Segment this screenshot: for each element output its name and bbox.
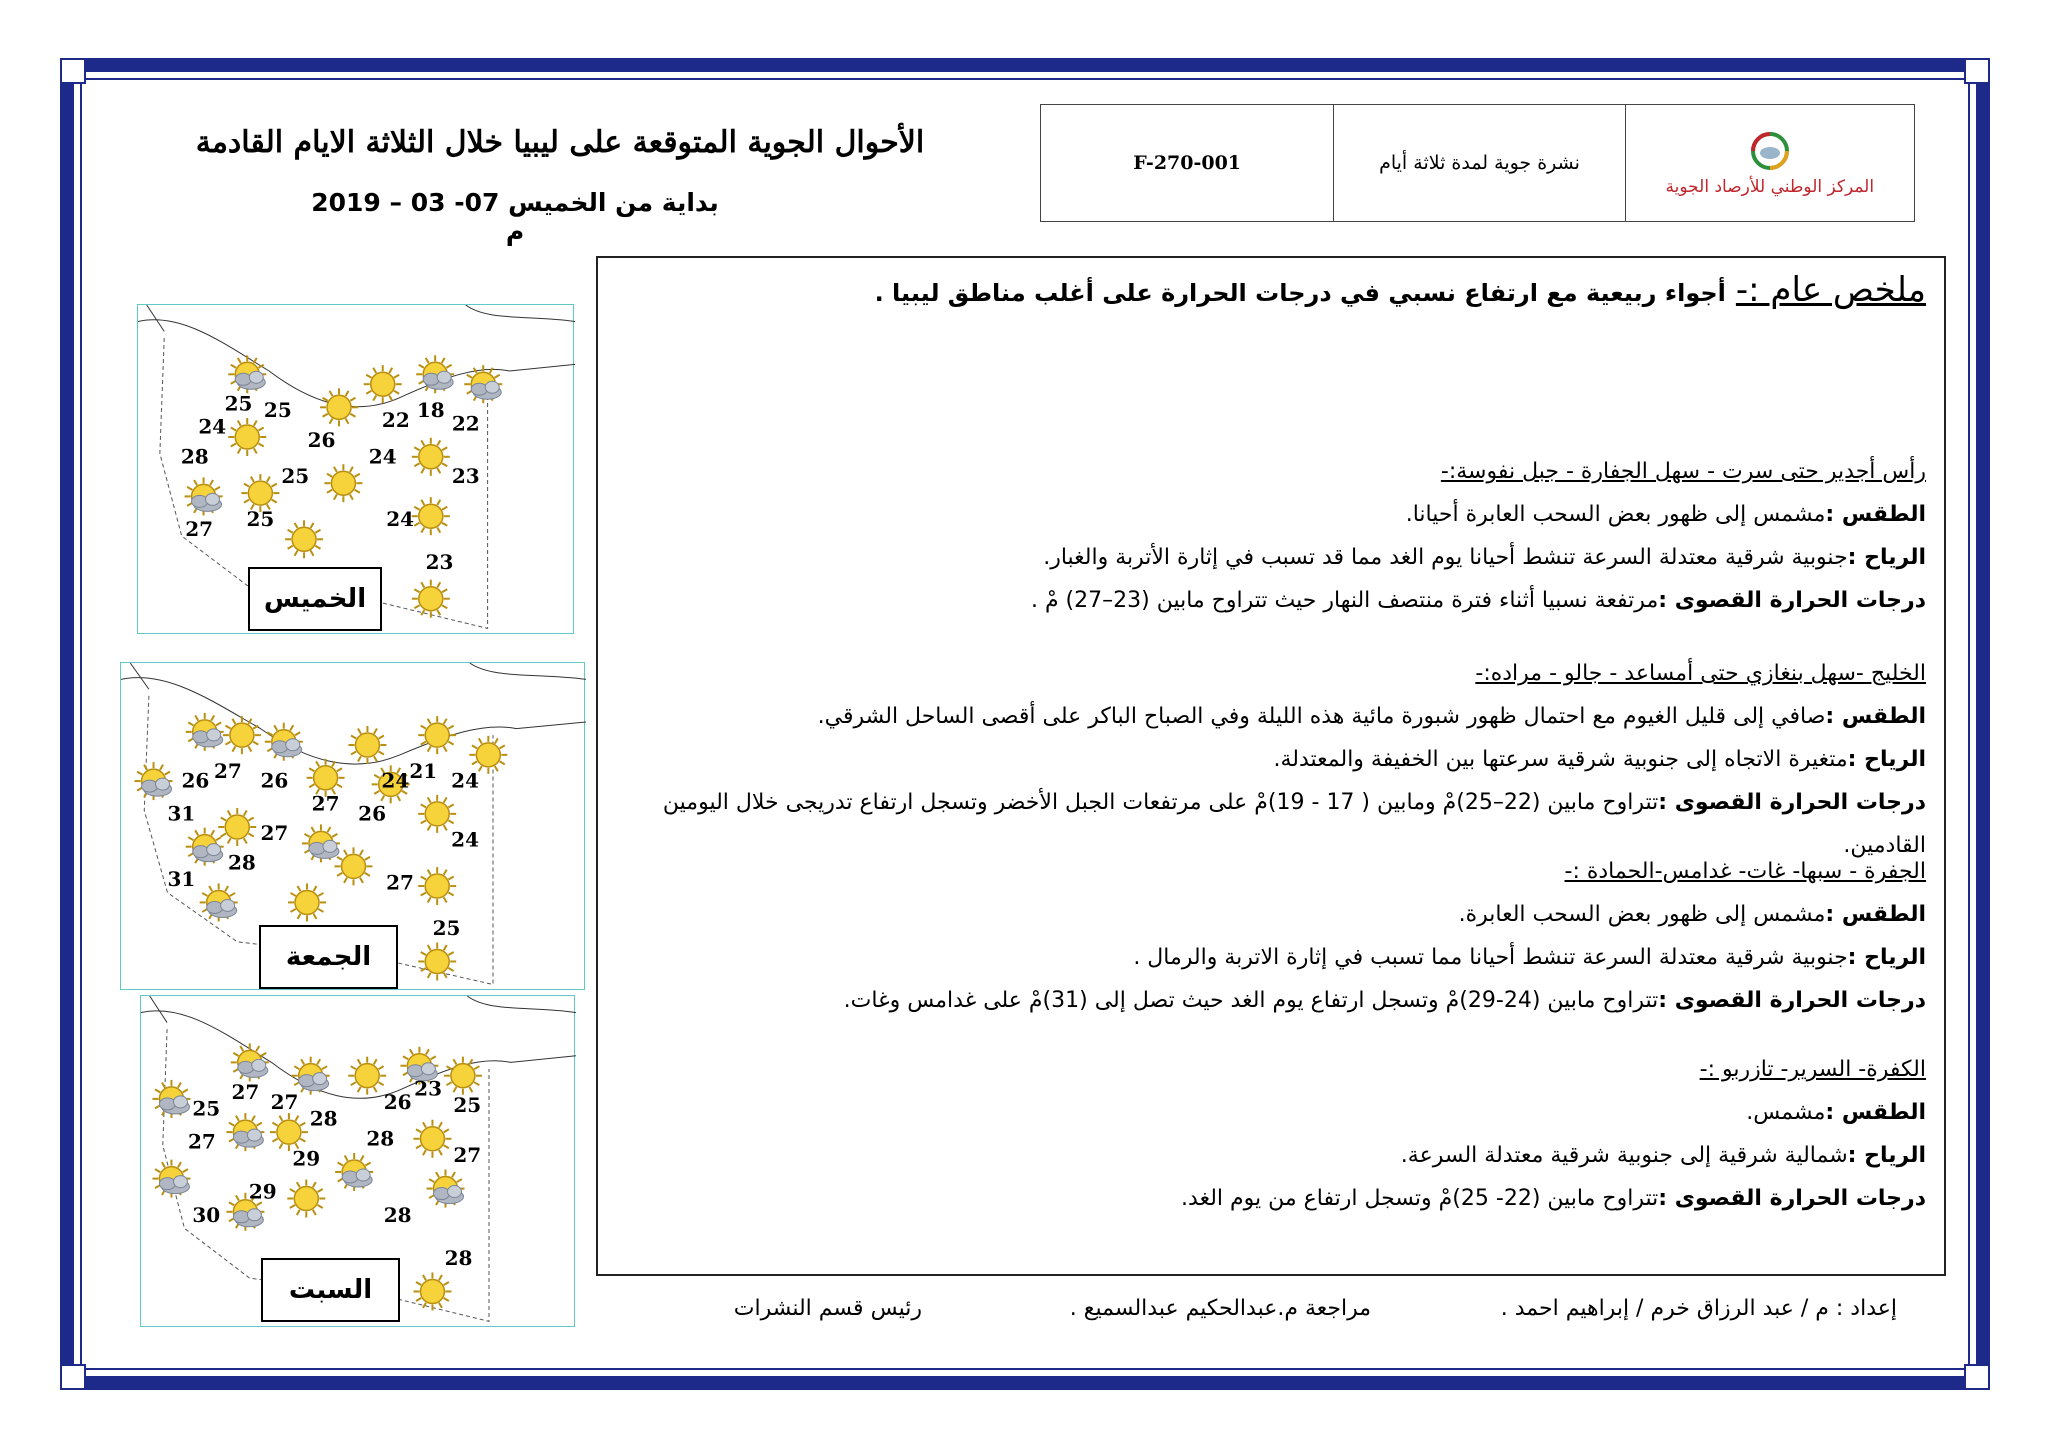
header-table xyxy=(1040,104,1915,222)
temperature-value: 23 xyxy=(451,464,480,489)
temperature-value: 31 xyxy=(167,801,196,826)
sunny-icon xyxy=(324,464,362,502)
temperature-value: 24 xyxy=(386,507,415,532)
temperature-value: 27 xyxy=(214,758,242,783)
temperature-value: 24 xyxy=(451,768,480,793)
sunny-icon xyxy=(335,847,373,885)
day-label: السبت xyxy=(261,1258,400,1322)
coastline xyxy=(121,678,586,764)
temperature-value: 27 xyxy=(231,1079,260,1104)
temperature-value: 24 xyxy=(368,444,397,469)
partly-cloudy-icon xyxy=(186,713,224,751)
temperature-value: 25 xyxy=(281,464,310,489)
temperature-value: 29 xyxy=(248,1179,277,1204)
sunny-icon xyxy=(288,883,326,921)
map-thursday xyxy=(137,304,574,634)
wind-line: الرياح :جنوبية شرقية معتدلة السرعة تنشط أحيانا يوم الغد مما قد تسبب في إثارة الأتربة والغبار. xyxy=(1043,545,1926,570)
temperature-value: 28 xyxy=(227,850,256,875)
sunny-icon xyxy=(418,867,456,905)
temperature-value: 27 xyxy=(270,1089,299,1114)
sunny-icon xyxy=(418,716,456,754)
temperature-value: 25 xyxy=(246,507,275,532)
temp-line: درجات الحرارة القصوى :تتراوح مابين (22- 25)مْ وتسجل ارتفاع من يوم الغد. xyxy=(1181,1186,1926,1211)
sunny-icon xyxy=(364,365,402,403)
temperature-value: 24 xyxy=(451,827,480,852)
partly-cloudy-icon xyxy=(152,1160,190,1198)
sunny-icon xyxy=(413,1120,451,1158)
partly-cloudy-icon xyxy=(135,762,173,800)
general-summary xyxy=(875,270,1926,310)
map-friday xyxy=(120,662,585,990)
department-head: رئيس قسم النشرات xyxy=(733,1296,922,1321)
form-code: F-270-001 xyxy=(1133,152,1242,174)
temp-line: درجات الحرارة القصوى :تتراوح مابين (22–25)مْ ومابين ( 17 - 19)مْ على مرتفعات الجبل الأخضر وتسجل ارتفاع تدريجى خلال اليومين القادمين. xyxy=(662,790,1926,858)
partly-cloudy-icon xyxy=(464,365,502,403)
temperature-value: 29 xyxy=(292,1146,321,1171)
weather-line: الطقس :مشمس إلى ظهور بعض السحب العابرة. xyxy=(1458,902,1926,927)
forecast-text-box xyxy=(596,256,1946,1276)
frame-corner xyxy=(1964,58,1990,84)
frame-corner xyxy=(60,1364,86,1390)
partly-cloudy-icon xyxy=(231,1043,269,1081)
temperature-value: 31 xyxy=(167,867,196,892)
temperature-value: 25 xyxy=(224,391,253,416)
nmc-logo-icon xyxy=(1740,129,1800,173)
temperature-value: 25 xyxy=(453,1093,482,1118)
sunny-icon xyxy=(412,580,450,618)
region-title: الخليج -سهل بنغازي حتى أمساعد - جالو - مراده:- xyxy=(1475,661,1926,686)
sunny-icon xyxy=(348,726,386,764)
partly-cloudy-icon xyxy=(226,1113,264,1151)
sunny-icon xyxy=(228,418,266,456)
coastline xyxy=(138,320,575,407)
region-title: الكفرة- السرير- تازربو :- xyxy=(1699,1057,1926,1082)
region-east xyxy=(626,652,1926,867)
sunny-icon xyxy=(223,716,261,754)
day-label: الخميس xyxy=(248,567,382,631)
temperature-value: 23 xyxy=(425,550,454,574)
temperature-value: 26 xyxy=(260,768,289,793)
map-saturday xyxy=(140,995,575,1327)
sunny-icon xyxy=(287,1180,325,1218)
temperature-value: 26 xyxy=(307,427,336,452)
partly-cloudy-icon xyxy=(265,723,303,761)
temperature-value: 24 xyxy=(198,414,227,439)
temperature-value: 27 xyxy=(187,1129,216,1154)
partly-cloudy-icon xyxy=(152,1080,190,1118)
temperature-value: 22 xyxy=(451,411,480,436)
temperature-value: 28 xyxy=(366,1126,395,1151)
page-title: الأحوال الجوية المتوقعة على ليبيا خلال الثلاثة الايام القادمة xyxy=(195,125,925,160)
reviewed-by: مراجعة م.عبدالحكيم عبدالسميع . xyxy=(1069,1296,1371,1321)
summary-label: ملخص عام :- xyxy=(1735,270,1926,310)
temperature-value: 18 xyxy=(416,398,445,423)
temperature-value: 23 xyxy=(414,1076,443,1101)
frame-corner xyxy=(1964,1364,1990,1390)
northern-shore xyxy=(147,305,575,331)
day-label: الجمعة xyxy=(259,925,398,989)
sunny-icon xyxy=(320,388,358,426)
temperature-value: 27 xyxy=(311,791,340,816)
temperature-value: 27 xyxy=(260,821,289,846)
region-central xyxy=(626,850,1926,1022)
temperature-value: 26 xyxy=(181,768,210,793)
temp-line: درجات الحرارة القصوى :تتراوح مابين (24-29)مْ وتسجل ارتفاع يوم الغد حيث تصل إلى (31)مْ على غدامس وغات. xyxy=(843,988,1926,1013)
temperature-value: 30 xyxy=(192,1202,221,1227)
temperature-value: 22 xyxy=(381,408,410,433)
region-west xyxy=(626,450,1926,622)
temperature-value: 28 xyxy=(383,1202,412,1227)
summary-text: أجواء ربيعية مع ارتفاع نسبي في درجات الحرارة على أغلب مناطق ليبيا . xyxy=(874,279,1726,307)
partly-cloudy-icon xyxy=(427,1170,465,1208)
prepared-by: إعداد : م / عبد الرزاق خرم / إبراهيم احمد . xyxy=(1500,1296,1897,1321)
frame-corner xyxy=(60,58,86,84)
temperature-value: 28 xyxy=(309,1106,338,1131)
temperature-value: 25 xyxy=(432,916,461,941)
temperature-value: 27 xyxy=(386,870,414,895)
region-title: رأس أجدير حتى سرت - سهل الجفارة - جبل نفوسة:- xyxy=(1440,459,1926,484)
northern-shore xyxy=(130,663,586,689)
sunny-icon xyxy=(412,438,450,476)
wind-line: الرياح :جنوبية شرقية معتدلة السرعة تنشط أحيانا مما تسبب في إثارة الاتربة والرمال . xyxy=(1133,945,1926,970)
temperature-value: 27 xyxy=(185,517,214,541)
temperature-value: 28 xyxy=(180,444,209,469)
weather-line: الطقس :صافي إلى قليل الغيوم مع احتمال ظهور شبورة مائية هذه الليلة وفي الصباح الباكر على أقصى الساحل الشرقي. xyxy=(817,704,1926,729)
partly-cloudy-icon xyxy=(302,824,340,862)
partly-cloudy-icon xyxy=(200,883,238,921)
temperature-value: 27 xyxy=(453,1143,482,1167)
temperature-value: 24 xyxy=(381,768,410,793)
temperature-value: 26 xyxy=(383,1089,412,1114)
partly-cloudy-icon xyxy=(335,1153,373,1191)
temperature-value: 25 xyxy=(192,1096,221,1121)
partly-cloudy-icon xyxy=(185,477,223,515)
sunny-icon xyxy=(418,942,456,980)
page-subtitle: بداية من الخميس 07- 03 – 2019 م xyxy=(311,188,719,246)
wind-line: الرياح :شمالية شرقية إلى جنوبية شرقية معتدلة السرعة. xyxy=(1400,1143,1926,1168)
coastline xyxy=(141,1011,576,1099)
northern-shore xyxy=(150,996,576,1023)
sunny-icon xyxy=(412,497,450,535)
weather-line: الطقس :مشمس إلى ظهور بعض السحب العابرة أحيانا. xyxy=(1405,502,1926,527)
temp-line: درجات الحرارة القصوى :مرتفعة نسبيا أثناء فترة منتصف النهار حيث تتراوح مابين (23–27) مْ . xyxy=(1030,588,1926,613)
temperature-value: 26 xyxy=(358,801,387,826)
partly-cloudy-icon xyxy=(228,355,266,393)
center-name: المركز الوطني للأرصاد الجوية xyxy=(1665,177,1875,197)
bulletin-type: نشرة جوية لمدة ثلاثة أيام xyxy=(1333,105,1624,221)
logo-cell xyxy=(1625,105,1914,221)
region-south xyxy=(626,1048,1926,1220)
sunny-icon xyxy=(218,808,256,846)
region-title: الجفرة - سبها- غات- غدامس-الحمادة :- xyxy=(1564,859,1926,884)
sunny-icon xyxy=(348,1057,386,1095)
temperature-value: 21 xyxy=(409,758,438,783)
partly-cloudy-icon xyxy=(186,828,224,866)
temperature-value: 25 xyxy=(263,398,292,423)
sunny-icon xyxy=(285,520,323,558)
temperature-value: 28 xyxy=(444,1245,473,1270)
wind-line: الرياح :متغيرة الاتجاه إلى جنوبية شرقية سرعتها بين الخفيفة والمعتدلة. xyxy=(1273,747,1926,772)
weather-line: الطقس :مشمس. xyxy=(1746,1100,1926,1125)
